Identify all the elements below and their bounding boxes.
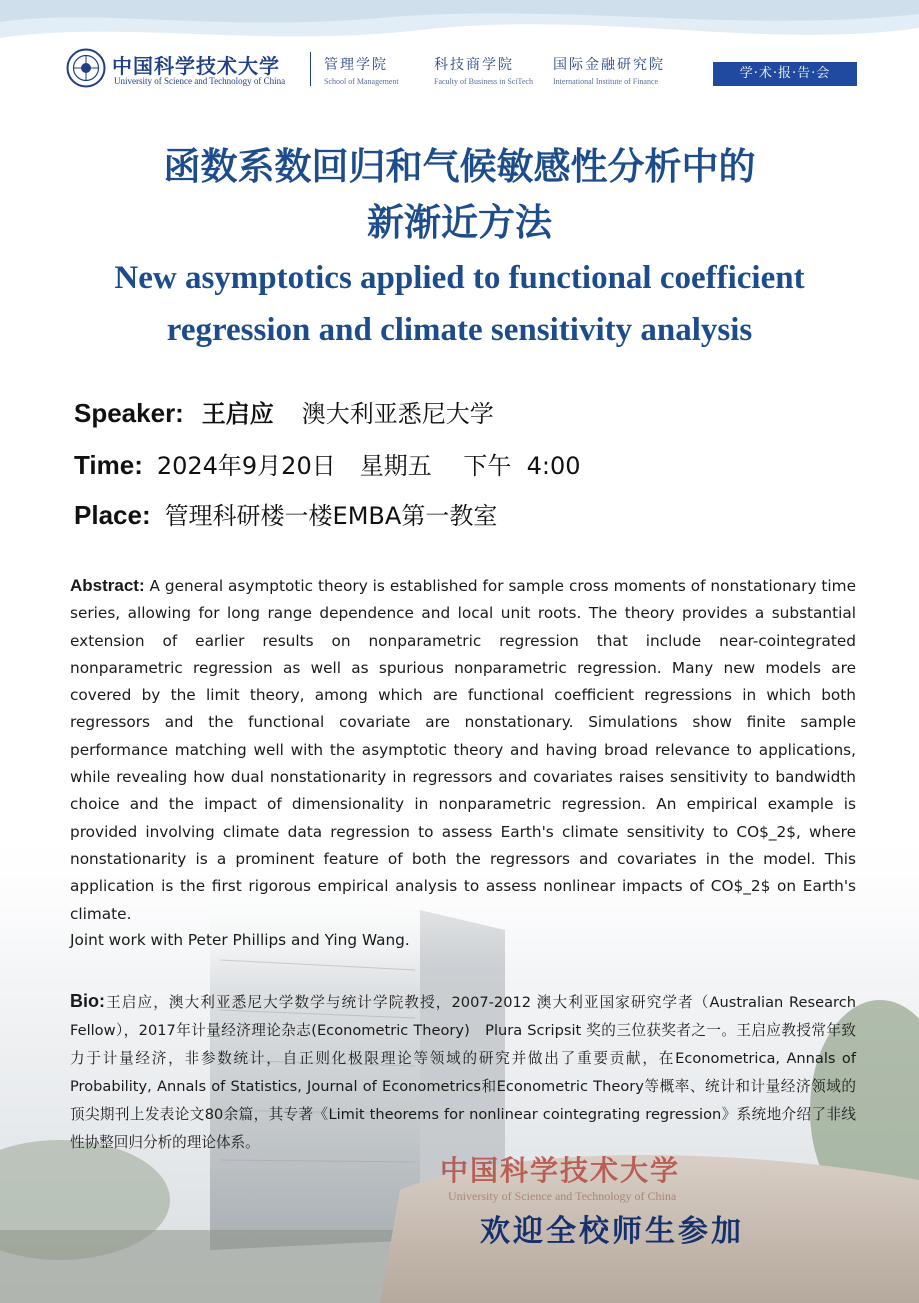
header-divider [310,52,311,86]
university-emblem-icon [66,48,106,88]
university-name-en: University of Science and Technology of China [114,76,286,86]
welcome-message: 欢迎全校师生参加 [480,1214,744,1249]
time-line [74,446,581,481]
abstract-text: A general asymptotic theory is established for sample cross moments of nonstationary time series, allowing for long range dependence and local unit roots. The theory provides a substantial extension of earlier results on nonparametric regression that include near-cointegrated nonparametric regression as well as spurious nonparametric regression. Many new models are covered by the limit theory, among which are functional coefficient regressions in which both regressors and the functional covariate are nonstationary. Simulations show finite sample performance matching well with the asymptotic theory and having broad relevance to applications, while revealing how dual nonstationarity in regressors and covariates raises sensitivity to bandwidth choice and the impact of dimensionality in nonparametric regression. An empirical example is provided involving climate data regression to assess Earth's climate sensitivity to CO$_2$, where nonstationarity is a prominent feature of both the regressors and covariates in the model. This application is the first rigorous empirical analysis to assess nonlinear impacts of CO$_2$ on Earth's climate. [70,577,856,923]
place-line [74,496,497,531]
bio-paragraph [70,987,856,1157]
talk-title-cn-line2: 新渐近方法 [367,200,552,244]
school-business-scitech [434,54,533,86]
talk-title-en-line2: regression and climate sensitivity analysis [166,312,753,348]
abstract-label: Abstract: [70,576,145,595]
time-value: 2024年9月20日 星期五 下午 4:00 [156,452,581,480]
joint-work-note: Joint work with Peter Phillips and Ying Wang. [70,931,410,949]
abstract-paragraph [70,572,856,928]
place-label: Place: [74,500,151,530]
svg-text:University of Science and Tech: University of Science and Technology of China [448,1189,677,1203]
place-value: 管理科研楼一楼EMBA第一教室 [164,502,498,530]
header-bar [66,44,866,96]
talk-title-en-line1: New asymptotics applied to functional coefficient [114,260,805,296]
talk-title-en [0,252,919,356]
bio-text: 王启应，澳大利亚悉尼大学数学与统计学院教授，2007-2012 澳大利亚国家研究学者（Australian Research Fellow），2017年计量经济理论杂志(Econometric Theory) Plura Scripsit 奖的三位获奖者之一。王启应教授常年致力于计量经济，非参数统计，自正则化极限理论等领域的研究并做出了重要贡献，在Econometrica, Annals of Probability, Annals of Statistics, Journal of Econometrics和Econometric Theory等概率、统计和计量经济领域的顶尖期刊上发表论文80余篇，其专著《Limit theorems for nonlinear cointegrating regression》系统地介绍了非线性协整回归分析的理论体系。 [70,994,856,1151]
talk-title-cn-line1: 函数系数回归和气候敏感性分析中的 [163,144,756,188]
school-management [324,54,399,86]
academic-lecture-tag: 学·术·报·告·会 [713,62,857,86]
svg-text:中国科学技术大学: 中国科学技术大学 [440,1154,681,1187]
speaker-affiliation: 澳大利亚悉尼大学 [301,400,494,428]
speaker-line [74,394,494,429]
school-name-cn: 科技商学院 [434,57,514,73]
school-name-cn: 国际金融研究院 [553,57,665,73]
speaker-label: Speaker: [74,398,184,428]
talk-title-cn [0,138,919,250]
school-finance-institute [553,54,665,86]
school-name-en: International Institute of Finance [553,77,659,86]
speaker-name: 王启应 [201,400,274,428]
school-name-en: School of Management [324,77,399,86]
university-name-cn: 中国科学技术大学 [112,54,280,78]
school-name-en: Faculty of Business in SciTech [434,77,533,86]
bio-label: Bio: [70,991,105,1011]
campus-stone-engraving [440,1148,730,1208]
time-label: Time: [74,450,143,480]
school-name-cn: 管理学院 [324,57,388,73]
